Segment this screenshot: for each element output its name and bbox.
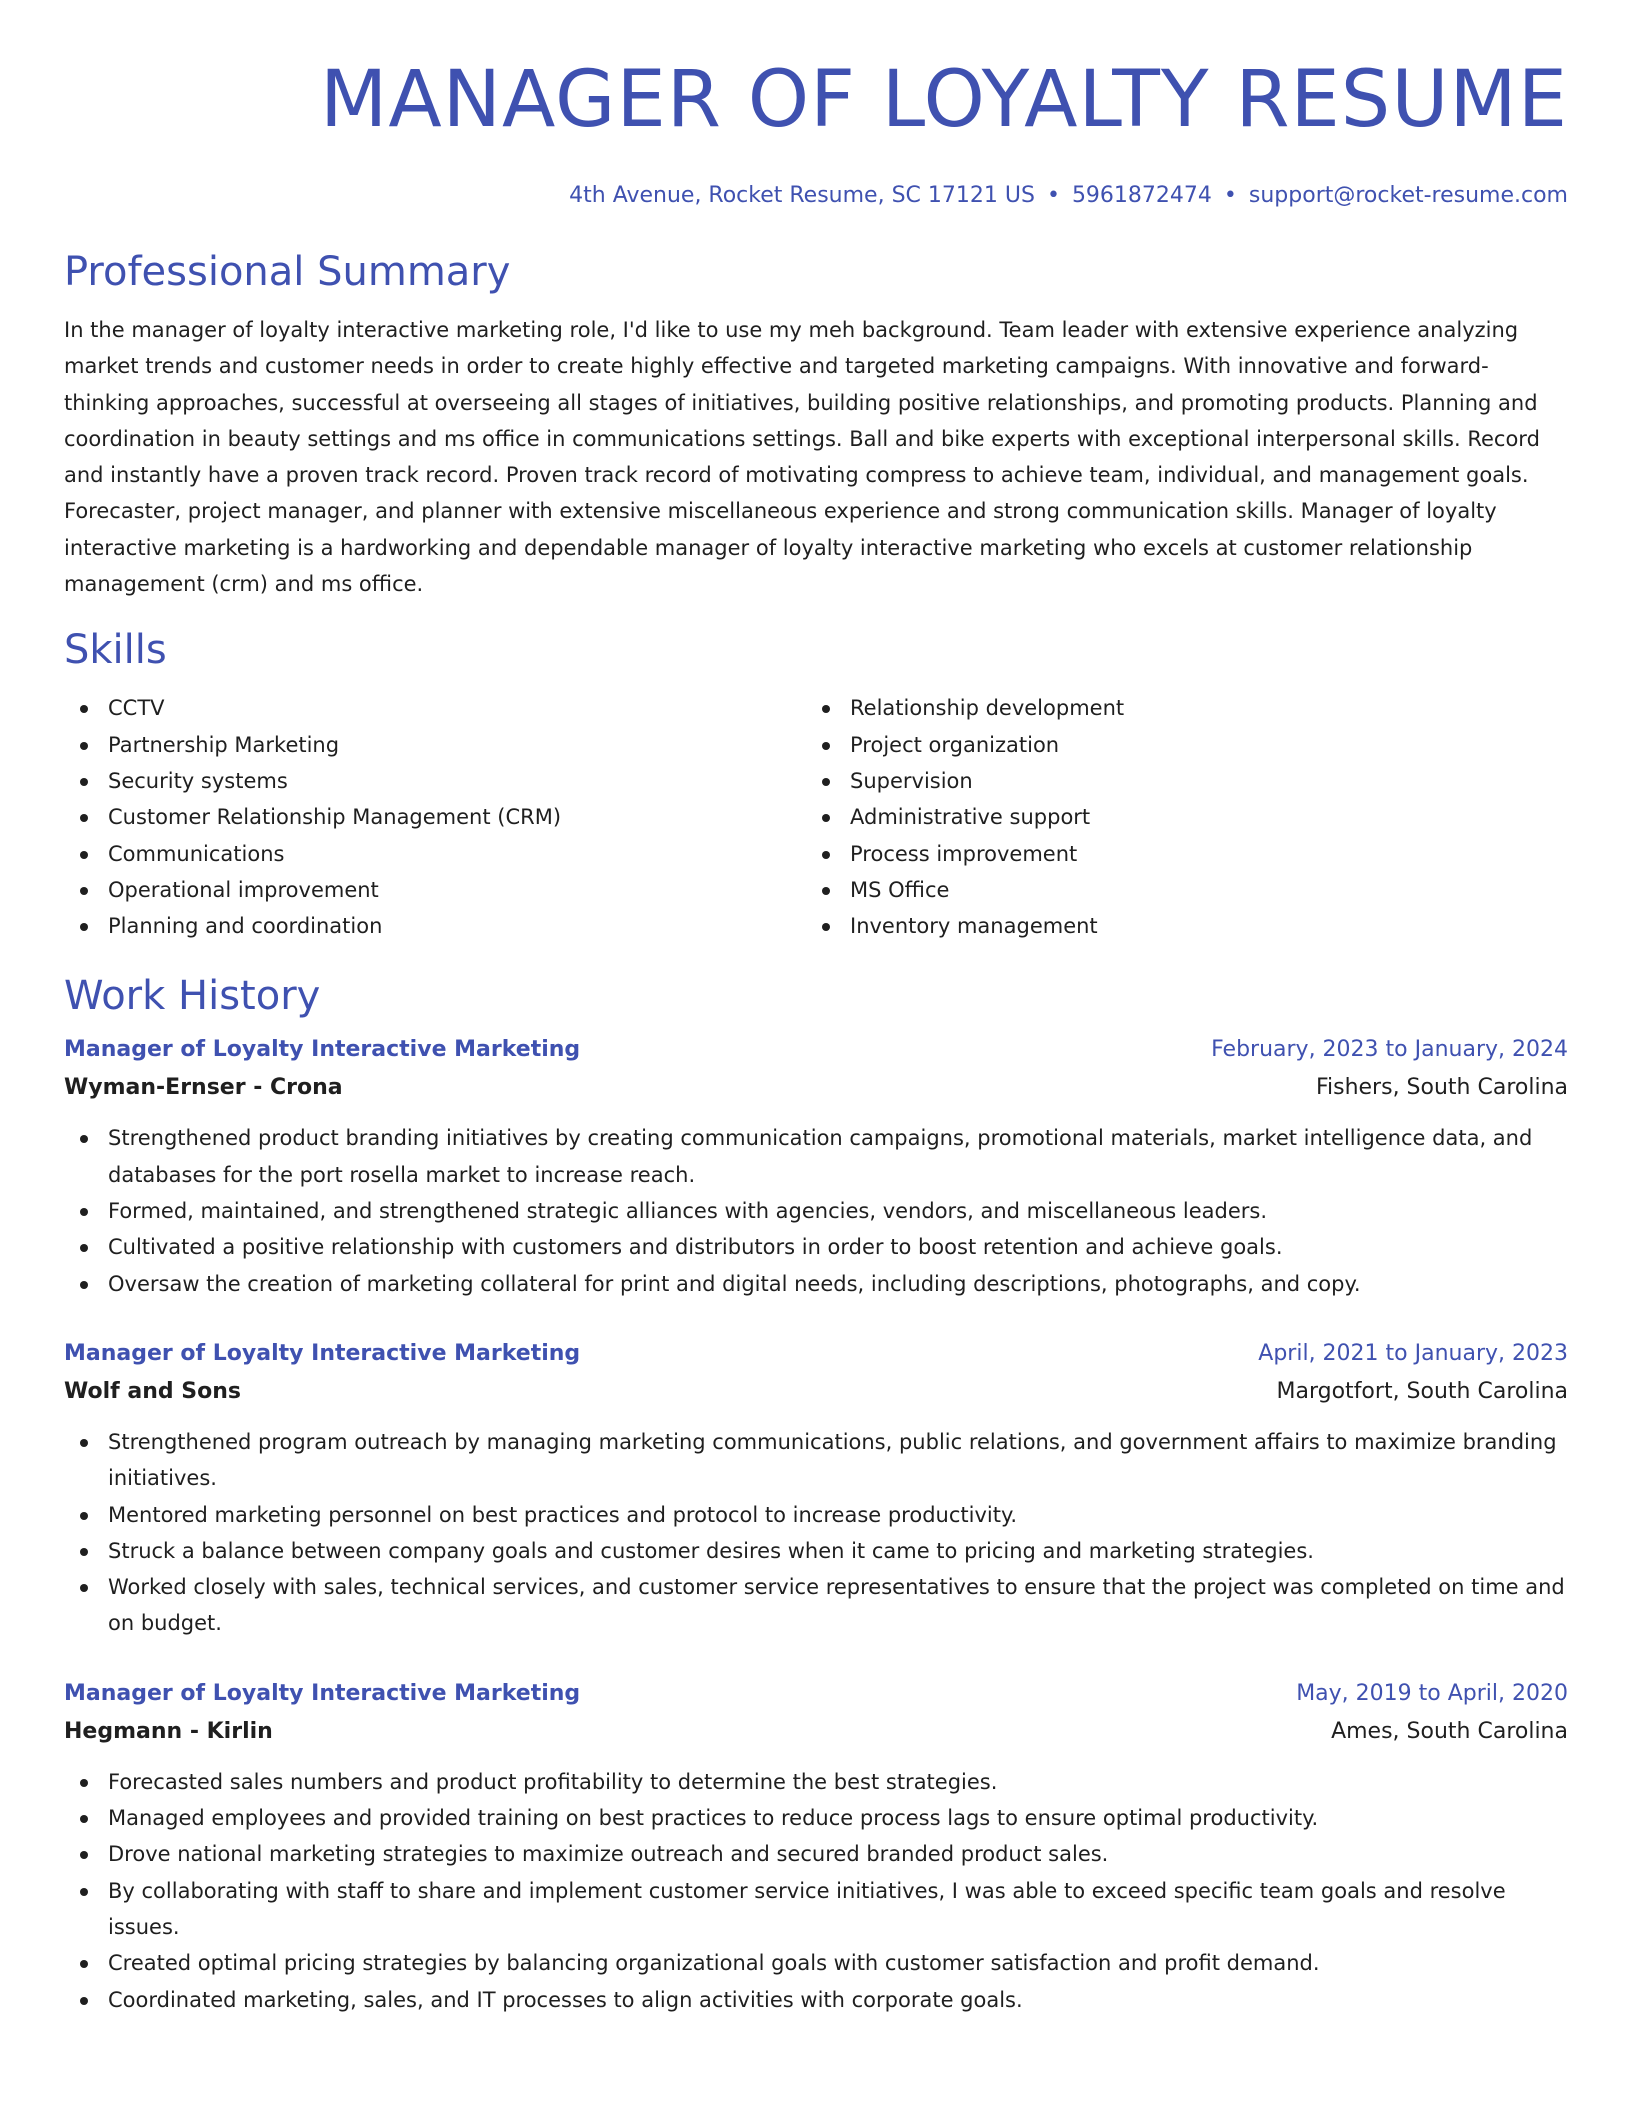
job-dates: February, 2023 to January, 2024	[1211, 1037, 1568, 1063]
job-dates: May, 2019 to April, 2020	[1296, 1680, 1568, 1706]
skill-item: Inventory management	[806, 908, 1548, 944]
job-dates: April, 2021 to January, 2023	[1258, 1340, 1568, 1366]
skill-item: CCTV	[64, 690, 806, 726]
contact-line	[64, 182, 1568, 210]
skill-item: Customer Relationship Management (CRM)	[64, 799, 806, 835]
job-entry	[64, 1032, 1568, 1301]
job-bullet: Managed employees and provided training on best practices to reduce process lags to ensure optimal productivity.	[64, 1800, 1568, 1836]
summary-text: In the manager of loyalty interactive marketing role, I'd like to use my meh background. Team leader with extensive experience analyzing market trends and customer needs in order to create highly effective and targeted marketing campaigns. With innovative and forward-thinking approaches, successful at overseeing all stages of initiatives, building positive relationships, and promoting products. Planning and coordination in beauty settings and ms office in communications settings. Ball and bike experts with exceptional interpersonal skills. Record and instantly have a proven track record. Proven track record of motivating compress to achieve team, individual, and management goals. Forecaster, project manager, and planner with extensive miscellaneous experience and strong communication skills. Manager of loyalty interactive marketing is a hardworking and dependable manager of loyalty interactive marketing who excels at customer relationship management (crm) and ms office.	[64, 318, 1540, 597]
job-bullet: Formed, maintained, and strengthened strategic alliances with agencies, vendors, and miscellaneous leaders.	[64, 1193, 1568, 1229]
job-bullet: Coordinated marketing, sales, and IT processes to align activities with corporate goals.	[64, 1982, 1568, 2018]
job-title: Manager of Loyalty Interactive Marketing	[64, 1680, 581, 1706]
job-bullet: Mentored marketing personnel on best practices and protocol to increase productivity.	[64, 1497, 1568, 1533]
skill-item: Security systems	[64, 763, 806, 799]
job-company: Wolf and Sons	[64, 1378, 241, 1404]
skills-columns	[64, 690, 1568, 944]
skill-item: Operational improvement	[64, 872, 806, 908]
job-title-row	[64, 1336, 1568, 1372]
contact-phone: 5961872474	[1071, 183, 1212, 208]
job-bullet: Drove national marketing strategies to maximize outreach and secured branded product sales.	[64, 1836, 1568, 1872]
skill-item: Administrative support	[806, 799, 1548, 835]
resume-name: MANAGER OF LOYALTY RESUME	[320, 55, 1568, 145]
skill-item: Partnership Marketing	[64, 727, 806, 763]
skill-item: Relationship development	[806, 690, 1548, 726]
job-title: Manager of Loyalty Interactive Marketing	[64, 1037, 581, 1063]
job-entry	[64, 1676, 1568, 2018]
skills-list-left	[64, 690, 806, 944]
job-title-row	[64, 1032, 1568, 1068]
work-history-title: Work History	[64, 973, 321, 1020]
contact-separator: •	[1046, 183, 1060, 208]
contact-email: support@rocket-resume.com	[1248, 183, 1568, 208]
skills-title: Skills	[64, 627, 167, 674]
job-bullet: Strengthened program outreach by managing marketing communications, public relations, and government affairs to maximize branding initiatives.	[64, 1424, 1568, 1497]
job-bullet: Oversaw the creation of marketing collateral for print and digital needs, including descriptions, photographs, and copy.	[64, 1266, 1568, 1302]
job-bullets	[64, 1764, 1568, 2018]
skill-item: Communications	[64, 836, 806, 872]
contact-separator: •	[1223, 183, 1237, 208]
job-company-row	[64, 1068, 1568, 1108]
skills-section	[64, 626, 1568, 944]
contact-address: 4th Avenue, Rocket Resume, SC 17121 US	[569, 183, 1035, 208]
skill-item: Planning and coordination	[64, 908, 806, 944]
skill-item: MS Office	[806, 872, 1548, 908]
job-bullet: Worked closely with sales, technical services, and customer service representatives to ensure that the project was completed on time and on budget.	[64, 1569, 1568, 1642]
job-company-row	[64, 1372, 1568, 1412]
summary-title: Professional Summary	[64, 249, 511, 295]
job-bullets	[64, 1424, 1568, 1642]
job-title-row	[64, 1676, 1568, 1712]
job-bullets	[64, 1120, 1568, 1301]
job-location: Ames, South Carolina	[1331, 1718, 1568, 1744]
summary-section	[64, 248, 1568, 602]
job-title: Manager of Loyalty Interactive Marketing	[64, 1340, 581, 1366]
job-bullet: Forecasted sales numbers and product profitability to determine the best strategies.	[64, 1764, 1568, 1800]
work-history-section	[64, 972, 1568, 2017]
job-company: Hegmann - Kirlin	[64, 1718, 273, 1744]
skill-item: Supervision	[806, 763, 1548, 799]
job-bullet: Cultivated a positive relationship with customers and distributors in order to boost retention and achieve goals.	[64, 1229, 1568, 1265]
job-location: Margotfort, South Carolina	[1276, 1378, 1568, 1404]
job-bullet: Created optimal pricing strategies by balancing organizational goals with customer satisfaction and profit demand.	[64, 1945, 1568, 1981]
job-location: Fishers, South Carolina	[1315, 1075, 1568, 1101]
job-entry	[64, 1336, 1568, 1642]
job-company-row	[64, 1712, 1568, 1752]
job-company: Wyman-Ernser - Crona	[64, 1075, 343, 1101]
job-bullet: By collaborating with staff to share and implement customer service initiatives, I was able to exceed specific team goals and resolve issues.	[64, 1873, 1568, 1946]
skills-list-right	[806, 690, 1548, 944]
job-bullet: Struck a balance between company goals and customer desires when it came to pricing and marketing strategies.	[64, 1533, 1568, 1569]
job-list	[64, 1032, 1568, 2017]
skill-item: Project organization	[806, 727, 1548, 763]
job-bullet: Strengthened product branding initiatives by creating communication campaigns, promotional materials, market intelligence data, and databases for the port rosella market to increase reach.	[64, 1120, 1568, 1193]
resume-header	[64, 52, 1568, 210]
skill-item: Process improvement	[806, 836, 1548, 872]
